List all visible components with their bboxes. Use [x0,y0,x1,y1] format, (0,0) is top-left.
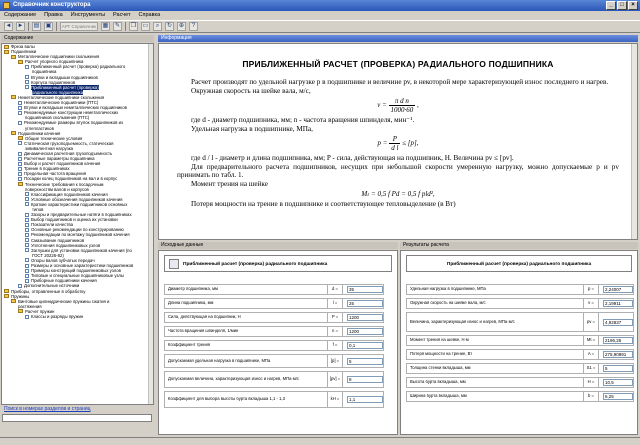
tree-item-label: Рекомендации по монтажу подшипников качения [31,232,130,238]
forward-icon[interactable]: ► [17,23,24,29]
param-label: Допускаемая удельная нагрузка в подшипнике, МПа [168,358,271,363]
formula-text: p = [377,139,388,148]
tree-item-label: Заглушки для установки подшипников качения (по [31,247,132,253]
results-panel [400,250,638,435]
document-icon [25,75,29,79]
tree-item-label: Приближенный расчет (проверка) радиального [31,64,126,70]
formula-moment: Mₜ = 0,5 f Pd = 0,5 f pld², [361,190,435,198]
tree-item-label: Неметаллические подшипники (ПТС) [24,100,99,106]
folder-icon [18,136,23,140]
print-icon[interactable]: ▭ [142,23,149,29]
param-label: Толщина стенки вкладыша, мм [410,366,471,371]
param-symbol: v = [583,299,599,308]
document-icon [25,248,29,252]
param-input[interactable]: 8 [347,376,383,383]
document-icon [25,243,29,247]
tree-item-label: Винтовые цилиндрические пружины сжатия и [18,298,110,304]
tree-item-label: Опоры валов зубчатых передач [31,257,95,263]
folder-icon [11,95,16,99]
results-header: Приближенный расчет (проверка) радиального подшипника [406,255,632,272]
input-header [164,255,392,272]
document-icon [25,213,29,217]
result-value: 275,90891 [603,351,633,358]
tree-item-label: Фреза валы [11,44,35,49]
param-label: Длина подшипника, мм [168,301,214,306]
tree-item-label: Расчет упорного подшипника [25,59,84,65]
open-icon[interactable]: ▤ [33,23,40,29]
search-label[interactable]: Поиск в номерах разделов и страниц [4,406,91,412]
param-label: Удельная нагрузка в подшипнике, МПа [410,287,486,292]
param-label: Коэффициент трения [168,343,211,348]
document-icon [18,167,22,171]
param-label: Величина, характеризующая износ и нагрев, МПа·м/с [410,319,515,324]
result-row [406,335,634,346]
info-paragraph: где d / l - диаметр и длина подшипника, мм; P - сила, действующая на подшипник, Н. Величина pv ≤ [pv]. [191,154,514,162]
tree-item-label: Уплотнения подшипниковых узлов [31,242,101,248]
input-row [164,391,384,408]
document-icon [18,172,22,176]
document-icon [25,269,29,273]
tree-item-label: углепластиков [25,125,54,131]
tree-item-label: Рекомендуемые конструкции неметаллических [24,110,119,116]
input-header-text: Приближенный расчет (проверка) радиального подшипника [183,262,328,267]
tree-item-label: типов [32,207,44,212]
param-symbol: n = [327,327,343,336]
tree-item-label: Корпуса подшипников [31,79,76,85]
folder-icon [4,289,9,293]
tree-item-label: Металлические подшипники скольжения [18,54,100,60]
formula-denominator: 1000·60 [390,106,414,114]
tree-item-label: Показатели качества [31,222,73,228]
param-label: Диаметр подшипника, мм [168,287,218,292]
window-title: Справочник конструктора [13,2,91,8]
tree-item-label: Выбор и расчет подшипников качения [24,161,101,167]
param-symbol: l = [327,299,343,308]
param-input[interactable]: 1200 [347,314,383,321]
document-icon [18,177,22,181]
document-icon [25,80,29,84]
param-symbol: d = [327,285,343,294]
tree-item-label: Предельная частота вращения [24,171,87,177]
find-icon[interactable]: ⌕ [153,22,162,31]
tree-item-label: поверхностям валов и корпусов [25,186,89,192]
info-paragraph: Потеря мощности на трение в подшипнике и соответствующее тепловыделение (в Вт) [191,200,456,208]
formula-text: , [417,101,419,110]
result-row [406,349,634,360]
result-value: 2,19911 [603,300,633,307]
tree-item-label: Пружины [11,293,30,299]
document-icon [25,202,29,206]
tree-item[interactable] [2,248,153,253]
document-icon [25,233,29,237]
tree-item-label: Посадки колец подшипников на вал и в корпус [24,176,118,182]
result-row [406,312,634,332]
input-row [164,298,384,309]
param-input[interactable]: 35 [347,286,383,293]
result-value: 4,92837 [603,319,633,326]
param-input[interactable]: 0,1 [347,342,383,349]
reference-combo[interactable]: АРТ Справочник [61,24,97,29]
param-input[interactable]: 1200 [347,328,383,335]
param-label: Высота бурта вкладыша, мм [410,380,466,385]
tree-item-label: Статическая грузоподъемность, статическая [24,140,114,146]
tree-item-label: Условные обозначения подшипников качения [31,196,123,202]
result-value: 2,24007 [603,286,633,293]
info-paragraph: Момент трения на шейке [191,179,268,188]
help-icon[interactable]: ? [189,22,198,31]
tree-item-label: Приборные подшипники качения [31,278,97,284]
formula-text: v = [377,101,387,110]
tree-item-label: подшипников скольжения (ПТС) [25,115,90,121]
app-icon [3,2,10,9]
param-label: Допускаемая величина, характеризующая износ и нагрев, МПа·м/с [168,377,299,382]
title-bar [0,0,640,11]
tree-item-label: растяжения [18,303,42,309]
input-row [164,284,384,295]
tree-item-label: Втулки и вкладыши неметаллических подшипников [24,105,127,111]
tree-item-label: Расчетные параметры подшипника [24,156,95,162]
folder-icon [18,60,23,64]
status-bar [0,437,640,445]
folder-icon [11,55,16,59]
tree-item-label: радиального подшипника [32,89,84,95]
back-icon[interactable]: ◄ [5,23,12,29]
tree-item-label: Технические требования к посадочным [25,181,104,187]
document-icon [25,197,29,201]
info-paragraph: Окружная скорость на шейке вала, м/с, [191,86,311,95]
input-row [164,354,384,368]
param-label: Ширина бурта вкладыша, мм [410,394,467,399]
tree-item-label: Классификация подшипников качения [31,191,108,197]
document-icon [25,218,29,222]
tree-item-label: Типовые и специальные подшипниковые узлы [31,273,125,279]
input-panel [158,250,398,435]
param-label: Частота вращения шпинделя, 1/мин [168,329,239,334]
document-icon [25,65,29,69]
folder-icon [4,50,9,54]
menu-help[interactable]: Справка [138,12,161,18]
info-paragraph: Для предварительного расчета подшипников, несущих при небольшой скорости умеренную нагрузку, можно допускаемые p и pv принимать по табл. 1. [177,162,619,179]
copy-icon[interactable]: ❐ [130,23,137,29]
tree-item-label: Приборы, отправленные в обработку [11,288,86,294]
document-icon [18,111,22,115]
result-row [406,298,634,309]
param-symbol: f = [327,341,343,350]
document-icon [25,279,29,283]
param-label: Сила, действующая на подшипник, Н [168,315,241,320]
separator [28,22,29,31]
param-symbol: [pv] = [327,372,343,387]
contents-panel-header: Содержание [1,35,154,42]
document-icon [18,121,22,125]
tree-item-label: Основные рекомендации по конструированию [31,227,124,233]
menu-contents[interactable]: Содержание [4,12,37,18]
zoom-icon[interactable]: ⊕ [178,23,185,29]
param-symbol: A = [583,350,599,359]
formula-numerator: P [389,135,400,144]
page-title: ПРИБЛИЖЕННЫЙ РАСЧЕТ (ПРОВЕРКА) РАДИАЛЬНОГО ПОДШИПНИКА [242,59,554,69]
tree-item-label: Выбор подшипников и оценка их установки [31,217,118,223]
results-panel-header: Результаты расчета [400,242,638,249]
param-input[interactable]: 25 [347,300,383,307]
tree-item-label: подшипника [32,69,57,75]
refresh-icon[interactable]: ↻ [166,23,173,29]
edit-icon[interactable]: ✎ [114,23,121,29]
folder-icon [4,45,9,49]
tree-item[interactable] [2,314,153,319]
result-row [406,284,634,295]
tree-item-label: Динамическая расчетная грузоподъемность [24,150,113,156]
tree-item-label: Подшипники [11,49,37,55]
result-row [406,377,634,388]
document-icon [25,228,29,232]
tree-item-label: Втулки и вкладыши подшипников [31,74,98,80]
minimize-button[interactable]: _ [606,1,616,10]
param-symbol: Mt = [583,336,599,345]
info-scrollbar[interactable] [631,44,637,239]
formula-denominator: d l [391,144,399,152]
document-icon [25,264,29,268]
input-panel-header: Исходные данные [158,242,398,249]
folder-icon [11,299,16,303]
tree-item-label: Размеры и основные характеристики подшипников [31,263,134,269]
input-row [164,340,384,351]
result-value: 2196,25 [603,337,633,344]
folder-icon [4,294,9,298]
folder-icon [18,309,23,313]
tree-item-label: Рекомендуемые размеры втулок подшипников из [24,120,123,126]
input-row [164,312,384,323]
calculator-icon[interactable]: ▦ [102,23,109,29]
param-label: Окружная скорость на шейке вала, м/с [410,301,486,306]
param-symbol: kH = [327,392,343,407]
param-label: Момент трения на шейке, Н·м [410,338,469,343]
formula-text: ≤ [p], [402,139,419,148]
result-row [406,363,634,374]
search-input[interactable] [2,414,152,422]
contents-tree [1,43,154,405]
document-icon [18,284,22,288]
document-icon [25,85,29,89]
param-symbol: [p] = [327,355,343,367]
folder-icon [11,131,16,135]
param-symbol: P = [327,313,343,322]
menu-tools[interactable]: Инструменты [70,12,106,18]
param-symbol: b = [583,392,599,401]
param-label: Потеря мощности на трение, Вт [410,352,473,357]
formula-velocity [159,97,637,114]
tree-item-label: Расчет пружин [25,308,55,314]
document-icon [25,223,29,227]
result-value: 5 [603,365,633,372]
separator [125,22,126,31]
tree-item-label: Зазоры и предварительные натяги в подшипниках [31,212,132,218]
separator [56,22,57,31]
tree-item-label: Смазывание подшипников [31,237,85,243]
tree-item-label: Неметаллические подшипники скольжения [18,94,105,100]
tree-item-label: Подшипники качения [18,130,61,136]
tree-item-label: Примеры конструкций подшипниковых узлов [31,268,121,274]
document-icon [18,162,22,166]
info-panel-header: Информация [158,35,638,42]
formula-numerator: π d n [389,97,416,106]
tree-item-label: Классы и разряды пружин [31,313,84,319]
tree-scrollbar[interactable] [148,44,153,404]
result-value: 10,5 [603,379,633,386]
document-icon [18,157,22,161]
document-icon [18,106,22,110]
param-symbol: p = [583,285,599,294]
info-paragraph: где d - диаметр подшипника, мм; n - частота вращения шпинделя, мин⁻¹. [191,116,415,124]
save-icon[interactable]: ▣ [45,23,52,29]
document-icon [25,238,29,242]
info-paragraph: Расчет производят по удельной нагрузке p в подшипнике и величине pv, в некоторой мере характеризующей износ последнего и нагрев. [191,78,609,86]
document-icon [18,152,22,156]
param-symbol: H = [583,378,599,387]
tree-item-label: Трение в подшипниках [24,166,70,172]
document-icon [18,101,22,105]
document-icon [25,192,29,196]
tree-item-label: эквивалентная нагрузка [25,145,74,151]
maximize-button[interactable]: □ [617,1,627,10]
menu-edit[interactable]: Правка [44,12,63,18]
menu-calc[interactable]: Расчет [113,12,131,18]
close-button[interactable]: × [628,1,638,10]
info-panel [158,43,638,240]
document-icon [25,274,29,278]
document-icon [25,315,29,319]
toolbar [0,20,640,33]
formula-pressure [159,135,637,152]
folder-icon [18,182,23,186]
tree-item-label: Общие технические условия [25,135,83,141]
info-paragraph: Удельная нагрузка в подшипнике, МПа, [191,124,313,133]
document-icon [18,141,22,145]
tree-item-label: Приближенный расчет (проверка) [31,84,99,90]
input-row [164,326,384,337]
param-input[interactable]: 5 [347,358,383,365]
document-icon [25,258,29,262]
calculate-icon[interactable] [169,259,179,269]
result-row [406,391,634,402]
param-symbol: pv = [583,313,599,331]
tree-item-label: Дополнительные источники [24,283,80,289]
param-label: Коэффициент для выбора высоты бурта вкладыша 1,1 - 1,3 [168,397,285,402]
result-value: 6,25 [603,393,633,400]
param-input[interactable]: 1,1 [347,396,383,403]
input-row [164,371,384,388]
menu-bar [0,11,640,20]
param-symbol: S1 = [583,364,599,373]
tree-item-label: Краткие характеристики подшипников основных [31,201,128,207]
tree-item-label: ГОСТ 20226-82) [32,252,64,258]
